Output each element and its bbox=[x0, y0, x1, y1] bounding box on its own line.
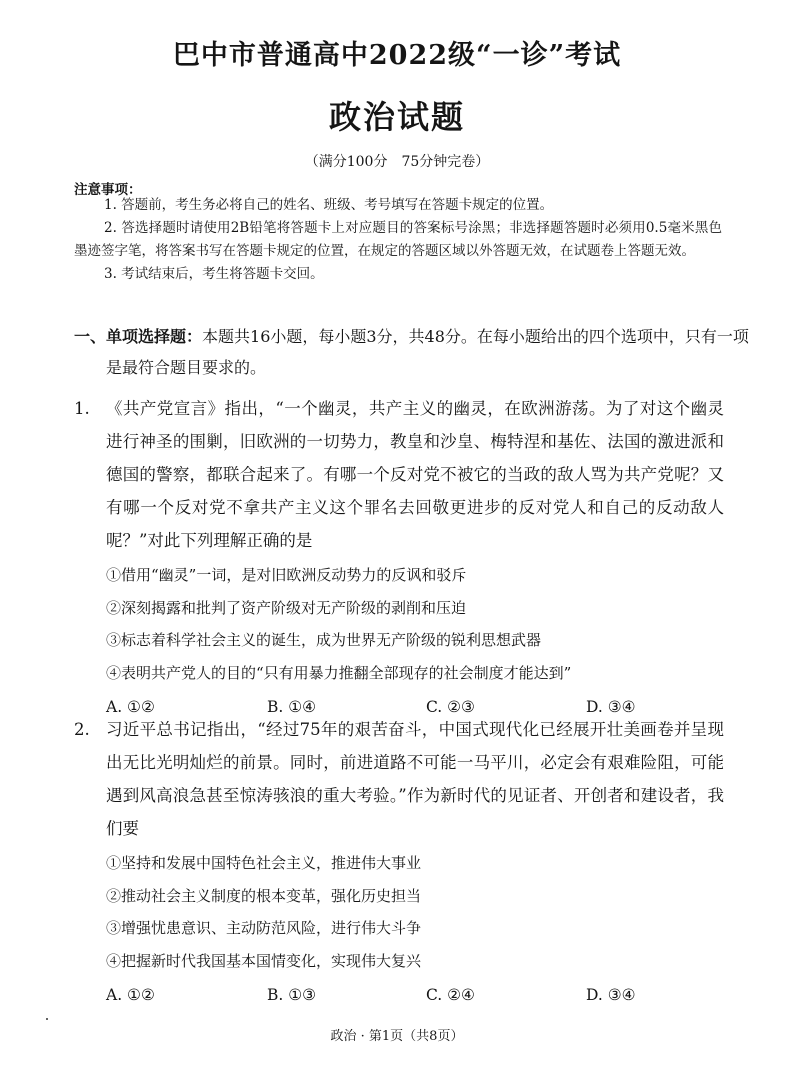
notice-item: 3. 考试结束后，考生将答题卡交回。 bbox=[104, 266, 324, 282]
notice-item: 1. 答题前，考生务必将自己的姓名、班级、考号填写在答题卡规定的位置。 bbox=[104, 197, 554, 213]
notice-title: 注意事项： bbox=[74, 182, 142, 198]
choice-a: A. ①② bbox=[106, 698, 155, 716]
answer-choices bbox=[74, 979, 724, 1011]
statement-list bbox=[74, 559, 724, 689]
choice-d: D. ③④ bbox=[586, 698, 636, 716]
question-text: 《共产党宣言》指出，“一个幽灵，共产主义的幽灵，在欧洲游荡。为了对这个幽灵进行神圣的围剿，旧欧洲的一切势力，教皇和沙皇、梅特涅和基佐、法国的激进派和德国的警察，都联合起来了。有哪一个反对党不被它的当政的敌人骂为共产党呢？又有哪一个反对党不拿共产主义这个罪名去回敬更进步的反对党人和自己的反动敌人呢？”对此下列理解正确的是 bbox=[106, 399, 724, 550]
choice-c: C. ②④ bbox=[426, 986, 475, 1004]
statement-option: ③标志着科学社会主义的诞生，成为世界无产阶级的锐利思想武器 bbox=[106, 631, 542, 649]
question-text: 习近平总书记指出，“经过75年的艰苦奋斗，中国式现代化已经展开壮美画卷并呈现出无比光明灿烂的前景。同时，前进道路不可能一马平川，必定会有艰难险阻，可能遇到风高浪急甚至惊涛骇浪的重大考验。”作为新时代的见证者、开创者和建设者，我们要 bbox=[106, 720, 724, 838]
notice-item: 2. 答选择题时请使用2B铅笔将答题卡上对应题目的答案标号涂黑；非选择题答题时必须用0.5毫米黑色墨迹签字笔，将答案书写在答题卡规定的位置，在规定的答题区域以外答题无效，在试题卷上答题无效。 bbox=[74, 220, 722, 259]
statement-option: ①坚持和发展中国特色社会主义，推进伟大事业 bbox=[106, 854, 422, 872]
question-number: 2. bbox=[74, 720, 90, 739]
choice-b: B. ①③ bbox=[267, 986, 317, 1004]
question-2 bbox=[74, 713, 724, 1011]
page-footer: 政治 · 第1页（共8页） bbox=[330, 1029, 464, 1044]
statement-option: ③增强忧患意识、主动防范风险，进行伟大斗争 bbox=[106, 919, 422, 937]
statement-option: ②推动社会主义制度的根本变革，强化历史担当 bbox=[106, 886, 422, 905]
scan-speck bbox=[46, 1018, 48, 1020]
score-note: （满分100分 75分钟完卷） bbox=[304, 154, 490, 170]
section-heading bbox=[74, 321, 756, 383]
statement-list bbox=[74, 847, 724, 977]
section-title: 一、单项选择题： bbox=[74, 327, 203, 346]
notice-list bbox=[74, 194, 722, 286]
question-1 bbox=[74, 392, 724, 723]
choice-c: C. ②③ bbox=[426, 698, 475, 716]
exam-title: 巴中市普通高中2022级“一诊”考试 bbox=[172, 40, 622, 71]
choice-b: B. ①④ bbox=[267, 698, 317, 716]
subject-title: 政治试题 bbox=[328, 98, 465, 136]
question-stem bbox=[74, 713, 724, 845]
section-instructions: 本题共16小题，每小题3分，共48分。在每小题给出的四个选项中，只有一项是最符合题目要求的。 bbox=[106, 327, 749, 377]
question-number: 1. bbox=[74, 399, 90, 418]
choice-d: D. ③④ bbox=[586, 986, 636, 1004]
statement-option: ④把握新时代我国基本国情变化，实现伟大复兴 bbox=[106, 951, 422, 970]
choice-a: A. ①② bbox=[106, 986, 155, 1004]
statement-option: ④表明共产党人的目的“只有用暴力推翻全部现存的社会制度才能达到” bbox=[106, 663, 572, 682]
statement-option: ②深刻揭露和批判了资产阶级对无产阶级的剥削和压迫 bbox=[106, 598, 467, 617]
question-stem bbox=[74, 392, 724, 557]
statement-option: ①借用“幽灵”一词，是对旧欧洲反动势力的反讽和驳斥 bbox=[106, 566, 467, 584]
